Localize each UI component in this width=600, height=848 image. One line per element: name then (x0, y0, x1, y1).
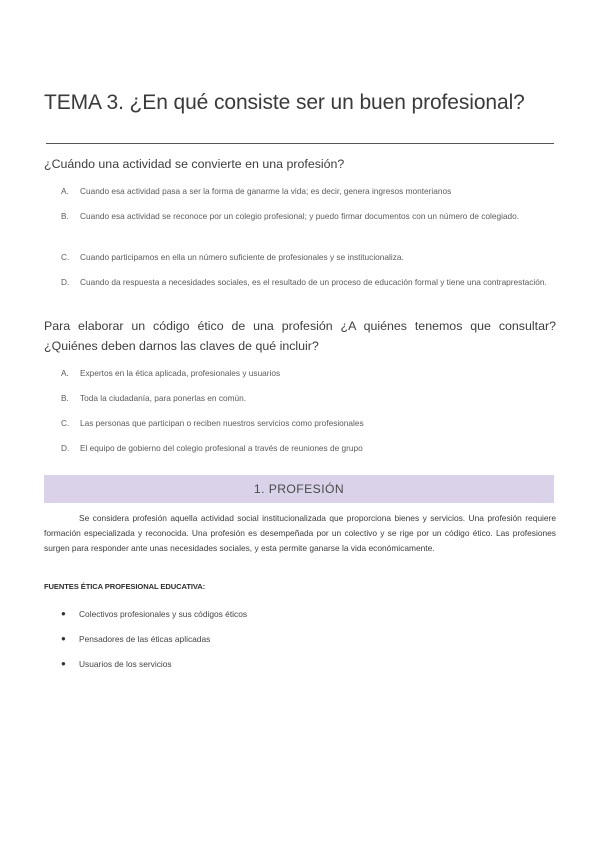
option-text: Cuando esa actividad se reconoce por un colegio profesional; y puedo firmar documentos con un número de colegiado. (80, 211, 520, 221)
option-letter: D. (61, 443, 70, 453)
option-letter: B. (61, 393, 69, 403)
option-text: Cuando da respuesta a necesidades sociales, es el resultado de un proceso de educación formal y tiene una contraprestación. (80, 277, 547, 287)
section-title-text: PROFESIÓN (268, 482, 345, 496)
question-1-option-c (61, 250, 555, 266)
bullet-icon: ● (61, 659, 66, 668)
option-letter: D. (61, 277, 70, 287)
list-item-text: Usuarios de los servicios (79, 659, 172, 669)
option-letter: C. (61, 252, 70, 262)
page-title: TEMA 3. ¿En qué consiste ser un buen profesional? (44, 91, 525, 114)
question-2-option-d (61, 441, 555, 457)
section-heading-bar (44, 475, 554, 503)
option-letter: A. (61, 186, 69, 196)
question-2: Para elaborar un código ético de una profesión ¿A quiénes tenemos que consultar? ¿Quiénes deben darnos las claves de qué incluir? (44, 319, 556, 353)
option-letter: C. (61, 418, 70, 428)
option-letter: B. (61, 211, 69, 221)
option-text: El equipo de gobierno del colegio profesional a través de reuniones de grupo (80, 443, 363, 453)
sources-list-item (61, 607, 541, 621)
option-text: Expertos en la ética aplicada, profesionales y usuarios (80, 368, 281, 378)
question-2-option-c (61, 416, 555, 432)
section-number: 1. (253, 482, 265, 496)
sources-list-item (61, 632, 541, 646)
option-text: Toda la ciudadanía, para ponerlas en común. (80, 393, 247, 403)
sources-heading: FUENTES ÉTICA PROFESIONAL EDUCATIVA: (44, 582, 206, 591)
section-heading (44, 475, 554, 503)
list-item-text: Colectivos profesionales y sus códigos éticos (79, 609, 248, 619)
question-2-option-a (61, 366, 555, 382)
bullet-icon: ● (61, 634, 66, 643)
option-letter: A. (61, 368, 69, 378)
option-text: Las personas que participan o reciben nuestros servicios como profesionales (80, 418, 364, 428)
option-text: Cuando esa actividad pasa a ser la forma de ganarme la vida; es decir, genera ingresos monterianos (80, 186, 452, 196)
question-1-option-d (61, 275, 555, 291)
option-text: Cuando participamos en ella un número suficiente de profesionales y se institucionaliza. (80, 252, 404, 262)
sources-list-item (61, 657, 541, 671)
bullet-icon: ● (61, 609, 66, 618)
question-1-option-a (61, 184, 555, 200)
title-divider (46, 143, 554, 144)
question-1: ¿Cuándo una actividad se convierte en una profesión? (44, 157, 345, 171)
list-item-text: Pensadores de las éticas aplicadas (79, 634, 211, 644)
question-2-option-b (61, 391, 555, 407)
question-1-option-b (61, 209, 555, 225)
section-paragraph: Se considera profesión aquella actividad social institucionalizada que proporciona bienes y servicios. Una profesión requiere formación especializada y reconocida. Una profesión es desempeñada por un colectivo y se rige por un código ético. Las profesiones surgen para responder ante unas necesidades sociales, y esta permite ganarse la vida económicamente. (44, 513, 556, 554)
